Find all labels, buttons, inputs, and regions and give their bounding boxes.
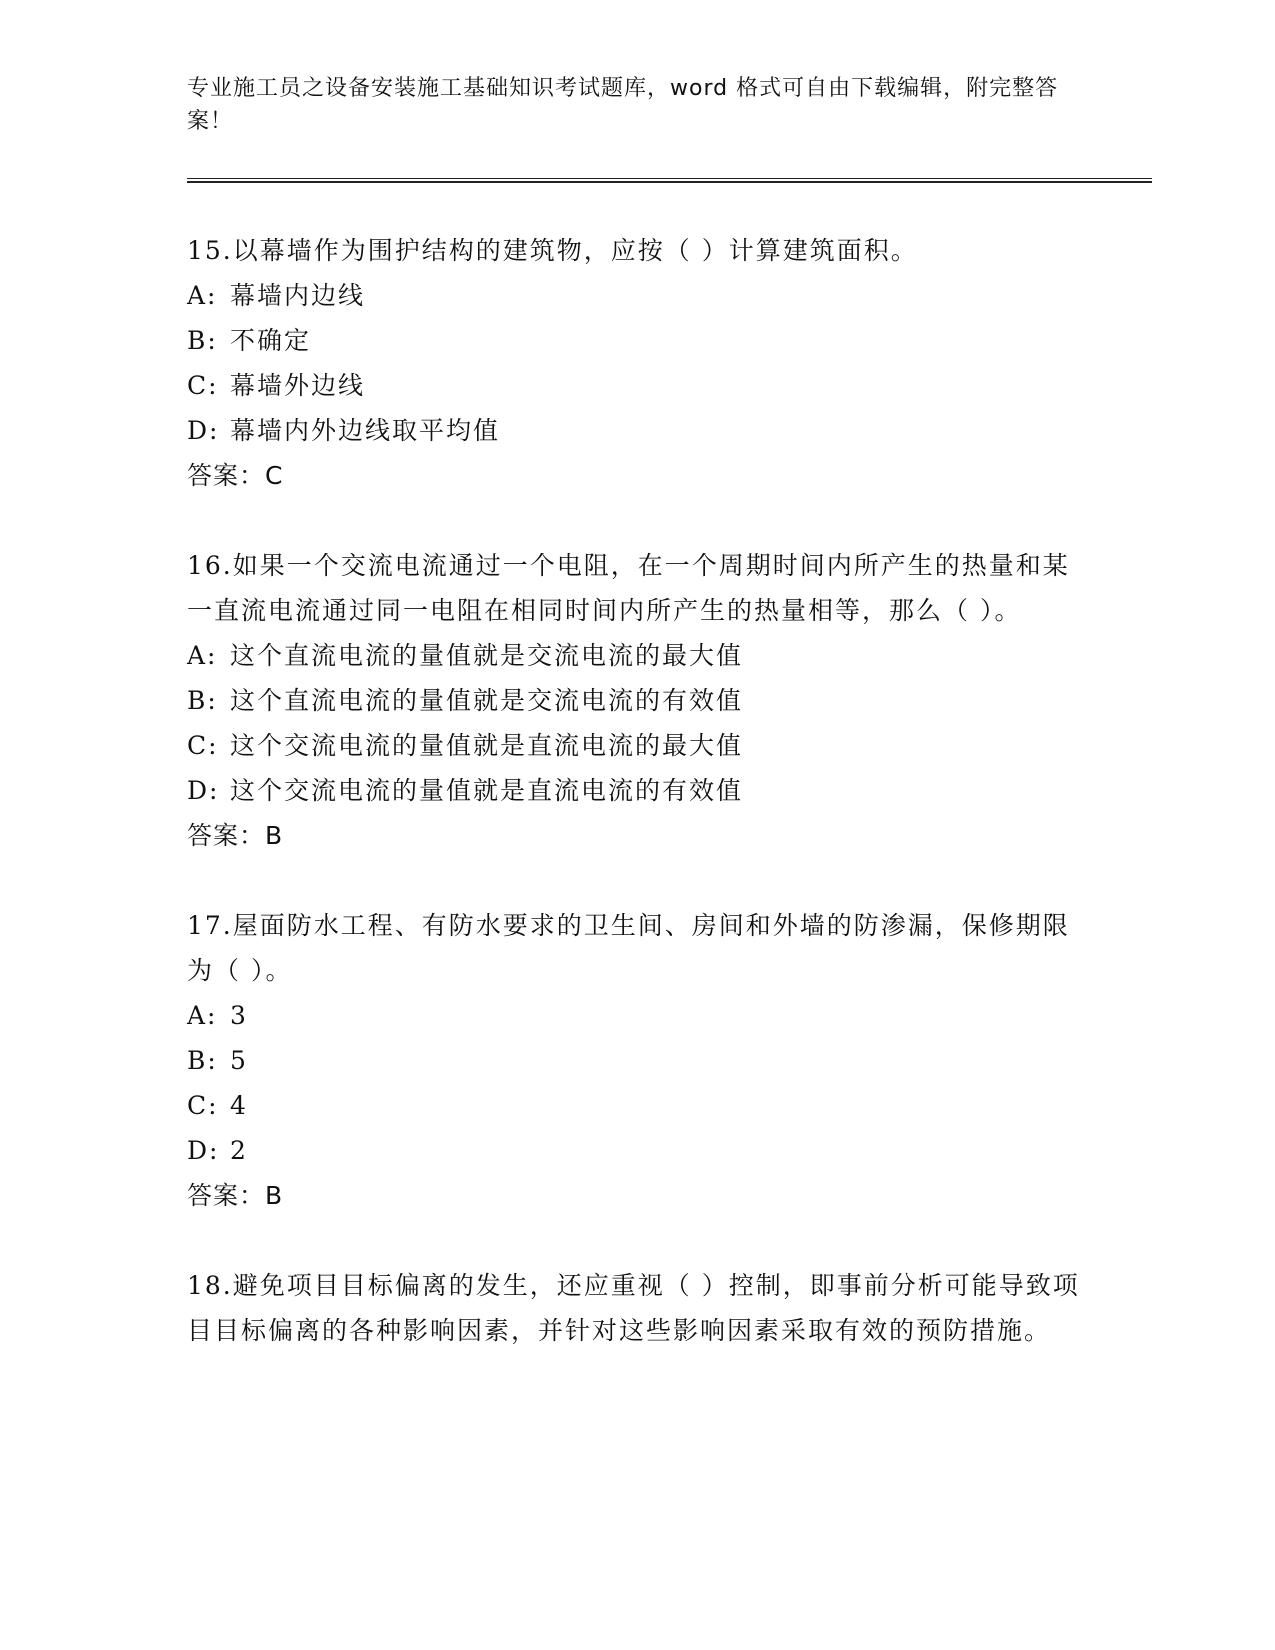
question-text: 17.屋面防水工程、有防水要求的卫生间、房间和外墙的防渗漏，保修期限为（ ）。 [187, 911, 1070, 985]
option-letter: C: [187, 371, 219, 400]
option-d [187, 768, 1087, 813]
option-b [187, 678, 1087, 723]
option-letter: C: [187, 1091, 219, 1120]
answer-line [187, 453, 1087, 498]
question-18 [187, 1263, 1087, 1353]
option-b [187, 318, 1087, 363]
option-letter: D: [187, 1136, 220, 1165]
question-16 [187, 543, 1087, 858]
option-text: 3 [230, 1001, 248, 1030]
document-header [187, 72, 1067, 138]
header-rule-thick [187, 181, 1152, 183]
option-letter: C: [187, 731, 219, 760]
question-15 [187, 228, 1087, 498]
option-letter: B: [187, 326, 218, 355]
option-text: 这个直流电流的量值就是交流电流的有效值 [230, 686, 744, 715]
answer-value: B [265, 821, 284, 850]
option-text: 4 [230, 1091, 248, 1120]
option-d [187, 408, 1087, 453]
option-text: 幕墙外边线 [230, 371, 366, 400]
option-letter: D: [187, 416, 220, 445]
option-letter: A: [187, 641, 218, 670]
option-a [187, 273, 1087, 318]
option-text: 这个交流电流的量值就是直流电流的最大值 [230, 731, 744, 760]
option-a [187, 993, 1087, 1038]
question-text: 18.避免项目目标偏离的发生，还应重视（ ）控制，即事前分析可能导致项目目标偏离的各种影响因素，并针对这些影响因素采取有效的预防措施。 [187, 1271, 1080, 1345]
option-c [187, 363, 1087, 408]
option-b [187, 1038, 1087, 1083]
option-c [187, 1083, 1087, 1128]
option-text: 这个交流电流的量值就是直流电流的有效值 [230, 776, 744, 805]
option-text: 这个直流电流的量值就是交流电流的最大值 [230, 641, 744, 670]
option-c [187, 723, 1087, 768]
answer-line [187, 813, 1087, 858]
option-letter: D: [187, 776, 220, 805]
answer-label: 答案： [187, 821, 266, 850]
answer-label: 答案： [187, 461, 266, 490]
answer-label: 答案： [187, 1181, 266, 1210]
option-a [187, 633, 1087, 678]
header-title: 专业施工员之设备安装施工基础知识考试题库，word 格式可自由下载编辑，附完整答案！ [187, 76, 1059, 134]
option-letter: B: [187, 1046, 218, 1075]
question-text: 16.如果一个交流电流通过一个电阻，在一个周期时间内所产生的热量和某一直流电流通过同一电阻在相同时间内所产生的热量相等，那么（ ）。 [187, 551, 1070, 625]
option-letter: A: [187, 1001, 218, 1030]
option-text: 不确定 [230, 326, 312, 355]
answer-value: C [265, 461, 284, 490]
option-text: 5 [230, 1046, 248, 1075]
question-17 [187, 903, 1087, 1218]
option-text: 幕墙内边线 [230, 281, 366, 310]
option-text: 2 [230, 1136, 248, 1165]
option-letter: A: [187, 281, 218, 310]
option-d [187, 1128, 1087, 1173]
answer-value: B [265, 1181, 284, 1210]
answer-line [187, 1173, 1087, 1218]
question-list [187, 228, 1087, 1398]
question-text: 15.以幕墙作为围护结构的建筑物，应按（ ）计算建筑面积。 [187, 236, 918, 265]
option-letter: B: [187, 686, 218, 715]
option-text: 幕墙内外边线取平均值 [230, 416, 501, 445]
header-rule-thin [187, 178, 1152, 179]
